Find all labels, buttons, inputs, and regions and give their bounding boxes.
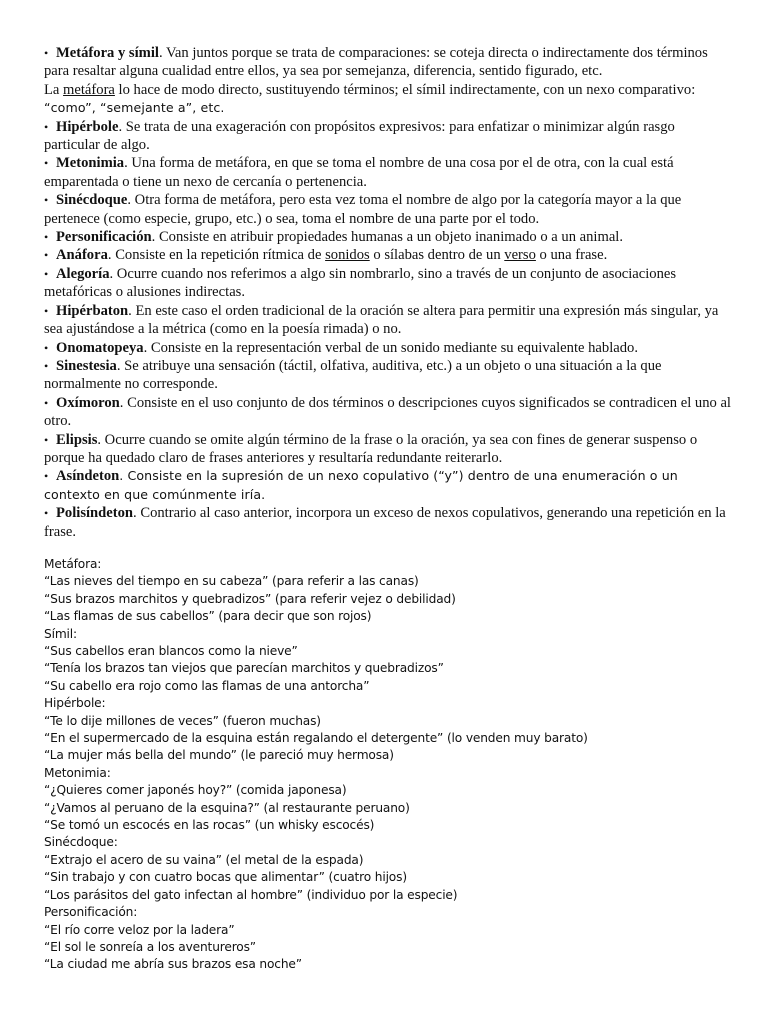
term: Asíndeton [56, 468, 120, 485]
example-line: “Te lo dije millones de veces” (fueron muchas) [44, 713, 321, 728]
bullet-icon: • [44, 358, 49, 373]
example-line: “El río corre veloz por la ladera” [44, 922, 235, 937]
example-line: “¿Vamos al peruano de la esquina?” (al restaurante peruano) [44, 800, 410, 815]
definition-text: . Consiste en la supresión de un nexo copulativo (“y”) dentro de una enumeración o un contexto en que comúnmente iría. [44, 468, 678, 502]
bullet-icon: • [44, 340, 49, 355]
bullet-icon: • [44, 506, 49, 521]
def-anafora [44, 246, 734, 264]
definition-item [44, 118, 734, 155]
term: Metáfora y símil [56, 45, 159, 61]
term: Elipsis [56, 431, 98, 448]
example-line: Hipérbole: [44, 696, 106, 711]
definition-text: . Ocurre cuando nos referimos a algo sin nombrarlo, sino a través de un conjunto de asociaciones metafóricas o alusiones indirectas. [44, 265, 677, 301]
example-line: “Los parásitos del gato infectan al hombre” (individuo por la especie) [44, 887, 458, 902]
definition-item [44, 431, 734, 468]
definition-text: o una frase. [535, 247, 608, 264]
example-line: “En el supermercado de la esquina están regalando el detergente” (lo venden muy barato) [44, 731, 588, 746]
example-line: “Las nieves del tiempo en su cabeza” (para referir a las canas) [44, 574, 419, 589]
bullet-icon: • [44, 395, 49, 410]
definition-item [44, 265, 734, 302]
example-line: “Sus cabellos eran blancos como la nieve” [44, 644, 298, 658]
bullet-icon: • [44, 248, 49, 263]
definition-text: o sílabas dentro de un [369, 247, 505, 264]
term: Polisíndeton [56, 505, 134, 522]
definition-item [44, 302, 734, 339]
bullet-icon: • [44, 46, 49, 60]
bullet-icon: • [44, 432, 49, 447]
term: Hipérbaton [56, 302, 129, 319]
example-line: “La mujer más bella del mundo” (le pareció muy hermosa) [44, 748, 394, 763]
definition-text: . Otra forma de metáfora, pero esta vez toma el nombre de algo por la categoría mayor a la que pertenece (como especie, grupo, etc.) o sea, toma el nombre de una parte por el todo. [44, 192, 682, 227]
definition-text: . Una forma de metáfora, en que se toma el nombre de una cosa por el de otra, con la cual está emparentada o tiene un nexo de cercanía o pertenencia. [44, 155, 674, 190]
def-polisindeton [44, 504, 734, 541]
bullet-icon: • [44, 119, 49, 134]
bullet-icon: • [44, 193, 49, 208]
document-page [44, 44, 734, 974]
def-metafora-simil [44, 44, 734, 81]
bullet-icon: • [44, 266, 49, 281]
definition-text: . Ocurre cuando se omite algún término de la frase o la oración, ya sea con fines de generar suspenso o porque ha quedado claro de frases anteriores y resultaría redundante reiterarlo. [44, 431, 698, 466]
definition-text: . Se trata de una exageración con propósitos expresivos: para enfatizar o minimizar algún rasgo particular de algo. [44, 118, 675, 154]
metafora-link[interactable]: metáfora [63, 81, 115, 98]
nexo-examples: “como”, “semejante a”, etc. [44, 100, 225, 116]
term: Onomatopeya [56, 339, 144, 356]
definition-text: . Contrario al caso anterior, incorpora un exceso de nexos copulativos, generando una repetición en la frase. [44, 505, 726, 540]
definition-item [44, 357, 734, 394]
def-asindeton [44, 467, 734, 504]
definition-text: . En este caso el orden tradicional de la oración se altera para permitir una expresión más singular, ya sea ajustándose a la métrica (como en la poesía rimada) o no. [44, 302, 719, 338]
term: Oxímoron [56, 394, 120, 411]
example-line: “Sus brazos marchitos y quebradizos” (para referir vejez o debilidad) [44, 591, 456, 606]
metafora-simil-detail [44, 81, 734, 118]
example-line: “¿Quieres comer japonés hoy?” (comida japonesa) [44, 783, 347, 798]
detail-text: La [44, 81, 64, 98]
term: Hipérbole [56, 118, 119, 135]
definition-item [44, 228, 734, 246]
bullet-icon: • [44, 156, 49, 171]
definition-item [44, 339, 734, 357]
example-line: Sinécdoque: [44, 835, 118, 850]
bullet-icon: • [44, 469, 49, 484]
definition-text: . Consiste en atribuir propiedades humanas a un objeto inanimado o a un animal. [151, 229, 624, 246]
verso-link[interactable]: verso [504, 247, 536, 264]
example-line: “La ciudad me abría sus brazos esa noche” [44, 957, 302, 972]
term: Alegoría [56, 265, 110, 282]
definition-text: . Consiste en la repetición rítmica de [107, 247, 326, 264]
example-line: Metáfora: [44, 556, 102, 571]
term: Metonimia [56, 155, 125, 172]
example-line: “Las flamas de sus cabellos” (para decir que son rojos) [44, 609, 372, 624]
example-line: “Se tomó un escocés en las rocas” (un whisky escocés) [44, 818, 375, 833]
example-line: “Tenía los brazos tan viejos que parecían marchitos y quebradizos” [44, 661, 444, 676]
examples-list [44, 556, 734, 974]
bullet-icon: • [44, 230, 49, 245]
definition-text: . Consiste en el uso conjunto de dos términos o descripciones cuyos significados se contradicen el uno al otro. [44, 394, 731, 430]
term: Sinécdoque [56, 192, 128, 209]
example-line: “Sin trabajo y con cuatro bocas que alimentar” (cuatro hijos) [44, 870, 407, 885]
definition-item [44, 154, 734, 191]
example-line: Símil: [44, 626, 77, 641]
detail-text: lo hace de modo directo, sustituyendo términos; el símil indirectamente, con un nexo comparativo: [114, 81, 696, 98]
example-line: Personificación: [44, 905, 138, 920]
example-line: “Su cabello era rojo como las flamas de una antorcha” [44, 678, 370, 693]
example-line: “Extrajo el acero de su vaina” (el metal de la espada) [44, 852, 364, 867]
definition-text: . Van juntos porque se trata de comparaciones: se coteja directa o indirectamente dos términos para resaltar alguna cualidad entre ellos, ya sea por semejanza, diferencia, sentido figurado, etc. [44, 45, 708, 80]
definition-item [44, 191, 734, 228]
term: Sinestesia [56, 357, 117, 374]
term: Anáfora [56, 247, 108, 264]
bullet-icon: • [44, 303, 49, 318]
definition-item [44, 394, 734, 431]
sonidos-link[interactable]: sonidos [325, 247, 370, 264]
definition-text: . Se atribuye una sensación (táctil, olfativa, auditiva, etc.) a un objeto o una situación a la que normalmente no corresponde. [44, 357, 662, 393]
example-line: Metonimia: [44, 765, 111, 780]
term: Personificación [56, 229, 152, 246]
example-line: “El sol le sonreía a los aventureros” [44, 939, 256, 954]
definition-text: . Consiste en la representación verbal de un sonido mediante su equivalente hablado. [143, 339, 638, 356]
definitions-list [44, 44, 734, 541]
